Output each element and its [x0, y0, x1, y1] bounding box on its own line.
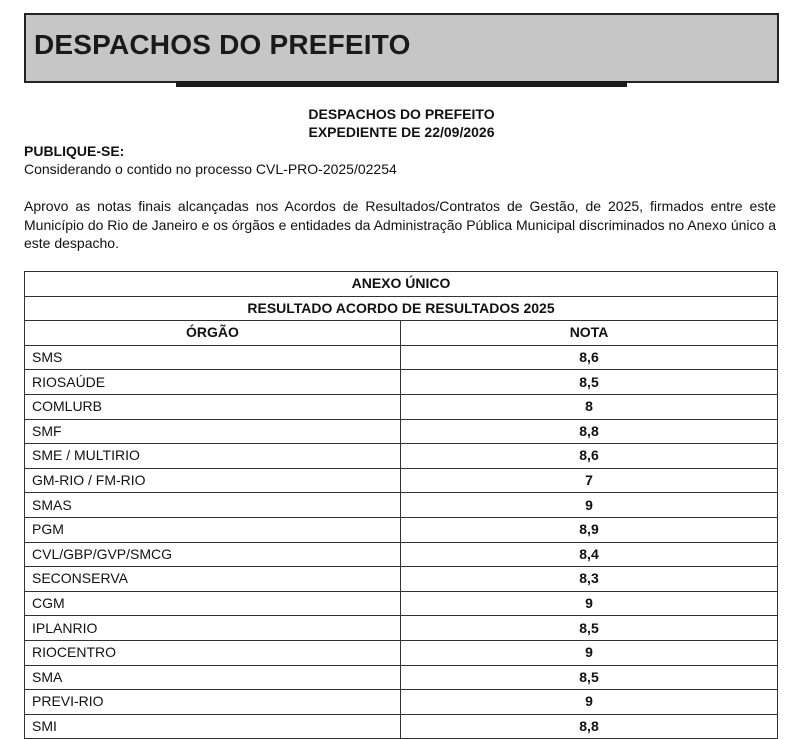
nota-cell: 8,5: [401, 665, 778, 690]
nota-cell: 8,4: [401, 542, 778, 567]
orgao-cell: SMI: [25, 714, 401, 739]
orgao-cell: PGM: [25, 517, 401, 542]
nota-cell: 7: [401, 468, 778, 493]
table-row: [25, 640, 778, 665]
nota-cell: 8,6: [401, 444, 778, 469]
orgao-cell: SMF: [25, 419, 401, 444]
column-header-nota: NOTA: [401, 321, 778, 346]
orgao-cell: CGM: [25, 591, 401, 616]
table-row: [25, 542, 778, 567]
table-subtitle: RESULTADO ACORDO DE RESULTADOS 2025: [25, 296, 778, 321]
table-header-row: [25, 321, 778, 346]
banner-title: DESPACHOS DO PREFEITO: [34, 29, 411, 60]
orgao-cell: COMLURB: [25, 394, 401, 419]
orgao-cell: RIOSAÚDE: [25, 370, 401, 395]
orgao-cell: RIOCENTRO: [25, 640, 401, 665]
table-row: [25, 468, 778, 493]
publique-label: PUBLIQUE-SE:: [24, 143, 125, 159]
body-paragraph: Aprovo as notas finais alcançadas nos Acordos de Resultados/Contratos de Gestão, de 2025, firmados entre este Município do Rio de Janeiro e os órgãos e entidades da Administração Pública Municipal discriminados no Anexo único a este despacho.: [24, 198, 776, 251]
nota-cell: 8,5: [401, 370, 778, 395]
table-row: [25, 394, 778, 419]
table-row: [25, 567, 778, 592]
table-row: [25, 714, 778, 739]
orgao-cell: SMS: [25, 345, 401, 370]
orgao-cell: SECONSERVA: [25, 567, 401, 592]
table-row: [25, 616, 778, 641]
table-row: [25, 517, 778, 542]
table-row: [25, 665, 778, 690]
table-row: [25, 444, 778, 469]
considerando-text: Considerando o contido no processo CVL-PRO-2025/02254: [24, 161, 397, 177]
nota-cell: 9: [401, 640, 778, 665]
orgao-cell: IPLANRIO: [25, 616, 401, 641]
orgao-cell: SME / MULTIRIO: [25, 444, 401, 469]
table-row: [25, 370, 778, 395]
nota-cell: 8,5: [401, 616, 778, 641]
table-row: [25, 345, 778, 370]
nota-cell: 8,8: [401, 419, 778, 444]
nota-cell: 8,3: [401, 567, 778, 592]
nota-cell: 8: [401, 394, 778, 419]
document-subheading: EXPEDIENTE DE 22/09/2026: [308, 124, 495, 140]
nota-cell: 9: [401, 690, 778, 715]
nota-cell: 8,9: [401, 517, 778, 542]
document-heading: DESPACHOS DO PREFEITO: [308, 106, 495, 122]
banner-underline: [176, 81, 627, 87]
orgao-cell: GM-RIO / FM-RIO: [25, 468, 401, 493]
column-header-orgao: ÓRGÃO: [25, 321, 401, 346]
table-title: ANEXO ÚNICO: [25, 272, 778, 297]
nota-cell: 8,8: [401, 714, 778, 739]
orgao-cell: SMAS: [25, 493, 401, 518]
header-banner: [24, 13, 779, 83]
table-title-row: [25, 272, 778, 297]
orgao-cell: SMA: [25, 665, 401, 690]
table-body: [25, 345, 778, 739]
nota-cell: 9: [401, 591, 778, 616]
table-row: [25, 690, 778, 715]
table-row: [25, 419, 778, 444]
table-subtitle-row: [25, 296, 778, 321]
orgao-cell: CVL/GBP/GVP/SMCG: [25, 542, 401, 567]
orgao-cell: PREVI-RIO: [25, 690, 401, 715]
table-row: [25, 591, 778, 616]
nota-cell: 9: [401, 493, 778, 518]
nota-cell: 8,6: [401, 345, 778, 370]
anexo-table: [24, 271, 778, 739]
table-row: [25, 493, 778, 518]
